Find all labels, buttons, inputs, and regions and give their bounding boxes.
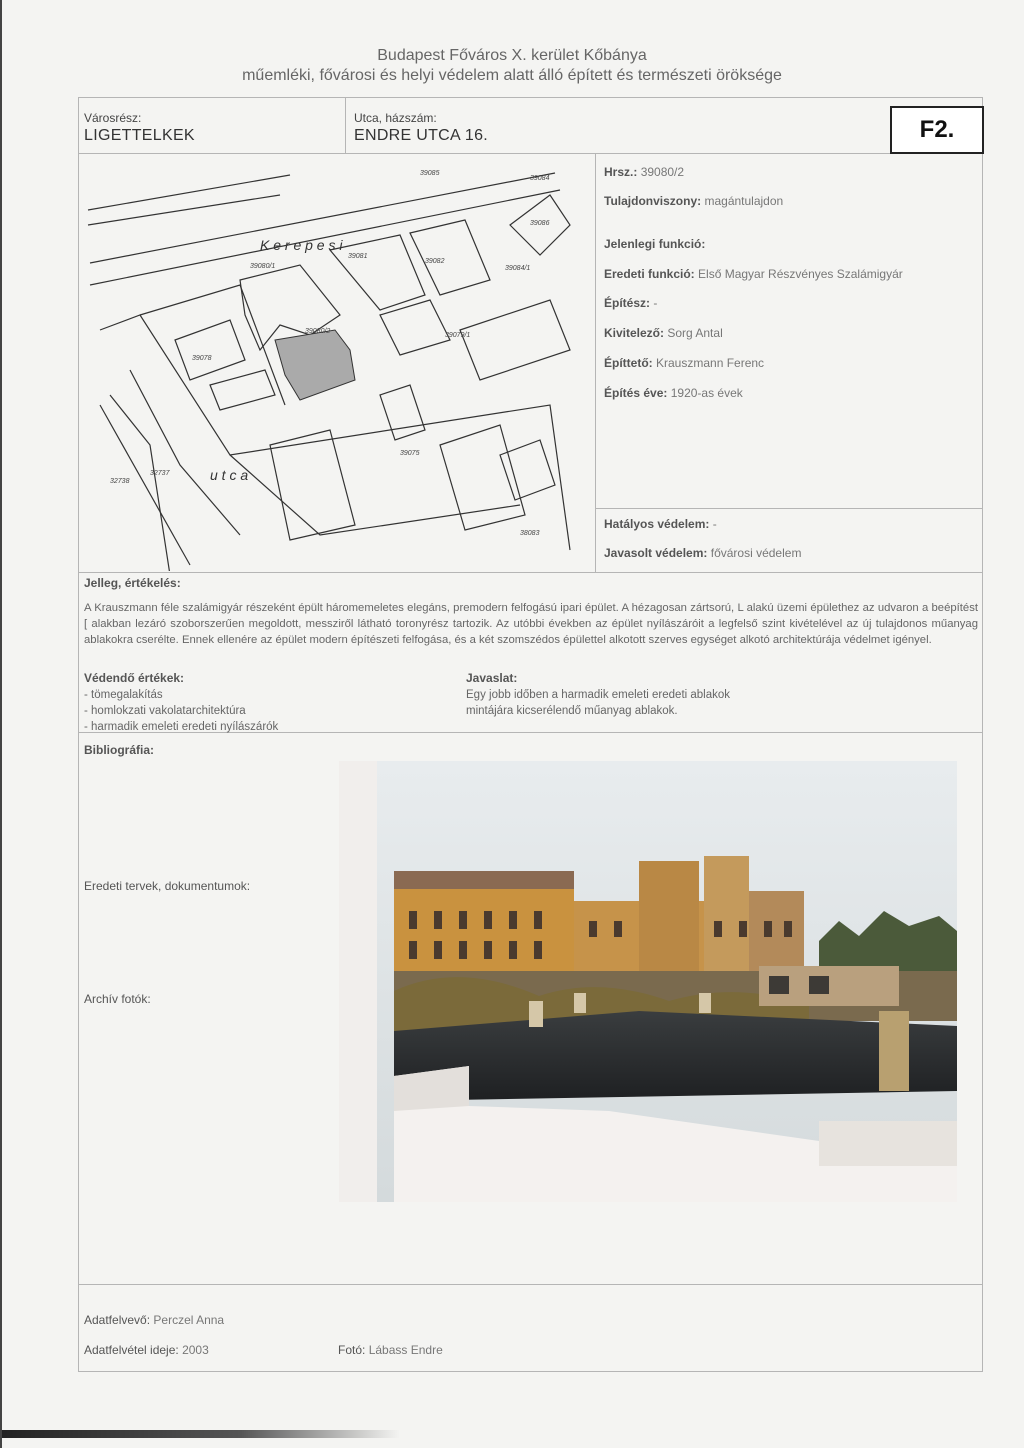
original-function-label: Eredeti funkció: (604, 267, 695, 281)
svg-text:32738: 32738 (110, 478, 130, 485)
recorder-label: Adatfelvevő: (84, 1313, 151, 1327)
assessment-text: A Krauszmann féle szalámigyár részeként épült háromemeletes elegáns, premodern felfogású ipari épület. A hézagosan zártsorú, L alakú üzemi épülethez az udvaron a beépítést [ alakban lezáró szoborszerűen megoldott, messziről látható toronyrész tartozik. Az utóbbi években az épület nyílászáróit a legfelső szint kivételével az új tulajdonos műanyag ablakokra cserélte. Ennek ellenére az épület modern építészeti felfogása, és a két szomszédos épülettel alkotott szerves egységet alkotó architektúrája védelmet igényel. (84, 602, 978, 646)
header-subtitle: műemléki, fővárosi és helyi védelem alatt álló épített és természeti öröksége (242, 67, 782, 84)
photo-credit-label: Fotó: (338, 1343, 366, 1357)
proposal-line-2: mintájára kicserélendő műanyag ablakok. (466, 705, 678, 717)
protection-label: Hatályos védelem: (604, 517, 710, 531)
hrsz-value: 39080/2 (640, 165, 685, 179)
ownership-label: Tulajdonviszony: (604, 194, 702, 208)
district-value: LIGETTELKEK (84, 127, 195, 144)
proposed-protection-label: Javasolt védelem: (604, 546, 708, 560)
builder-value: Krauszmann Ferenc (656, 356, 765, 370)
svg-text:32737: 32737 (150, 470, 170, 477)
map-street-south: u t c a (210, 467, 249, 483)
proposed-protection-value: fővárosi védelem (710, 546, 802, 560)
svg-text:39084: 39084 (530, 175, 550, 182)
svg-text:39086: 39086 (530, 220, 550, 227)
svg-text:39080/2: 39080/2 (305, 328, 331, 335)
architect-value: - (653, 296, 658, 310)
svg-text:39085: 39085 (420, 170, 440, 177)
svg-text:39079/1: 39079/1 (445, 332, 471, 339)
record-date-value: 2003 (182, 1343, 209, 1357)
cadastral-map (80, 155, 592, 571)
year-value: 1920-as évek (670, 386, 743, 400)
svg-text:38083: 38083 (520, 530, 540, 537)
protection-value: - (712, 517, 717, 531)
bibliography-label: Bibliográfia: (84, 743, 155, 757)
ownership-value: magántulajdon (704, 194, 784, 208)
builder-label: Építtető: (604, 356, 653, 370)
svg-text:39078: 39078 (192, 355, 212, 362)
hrsz-label: Hrsz.: (604, 165, 638, 179)
svg-text:39080/1: 39080/1 (250, 263, 276, 270)
values-item-1: - tömegalakítás (84, 689, 163, 701)
proposal-heading: Javaslat: (466, 671, 518, 685)
architect-label: Építész: (604, 296, 651, 310)
year-label: Építés éve: (604, 386, 668, 400)
current-function-label: Jelenlegi funkció: (604, 237, 706, 251)
map-street-north: K e r e p e s i (260, 237, 343, 253)
building-photo (339, 761, 957, 1202)
values-heading: Védendő értékek: (84, 671, 185, 685)
original-plans-label: Eredeti tervek, dokumentumok: (84, 879, 251, 893)
svg-text:39075: 39075 (400, 450, 420, 457)
district-label: Városrész: (84, 111, 142, 125)
assessment-heading: Jelleg, értékelés: (84, 576, 181, 590)
proposal-line-1: Egy jobb időben a harmadik emeleti eredeti ablakok (466, 689, 731, 701)
svg-text:39082: 39082 (425, 258, 445, 265)
svg-text:39081: 39081 (348, 253, 368, 260)
svg-text:39084/1: 39084/1 (505, 265, 531, 272)
values-item-2: - homlokzati vakolatarchitektúra (84, 705, 246, 717)
recorder-value: Perczel Anna (153, 1313, 225, 1327)
street-value: ENDRE UTCA 16. (354, 127, 489, 144)
record-date-label: Adatfelvétel ideje: (84, 1343, 179, 1357)
contractor-label: Kivitelező: (604, 326, 665, 340)
archive-photos-label: Archív fotók: (84, 992, 151, 1006)
street-label: Utca, házszám: (354, 111, 437, 125)
header-title: Budapest Főváros X. kerület Kőbánya (377, 47, 647, 64)
contractor-value: Sorg Antal (667, 326, 723, 340)
values-item-3: - harmadik emeleti eredeti nyílászárók (84, 721, 279, 733)
sheet-code: F2. (890, 106, 984, 154)
scan-edge-mark (0, 1430, 400, 1438)
photo-credit-value: Lábass Endre (368, 1343, 443, 1357)
original-function-value: Első Magyar Részvényes Szalámigyár (698, 267, 903, 281)
scan-left-edge (0, 0, 2, 1448)
